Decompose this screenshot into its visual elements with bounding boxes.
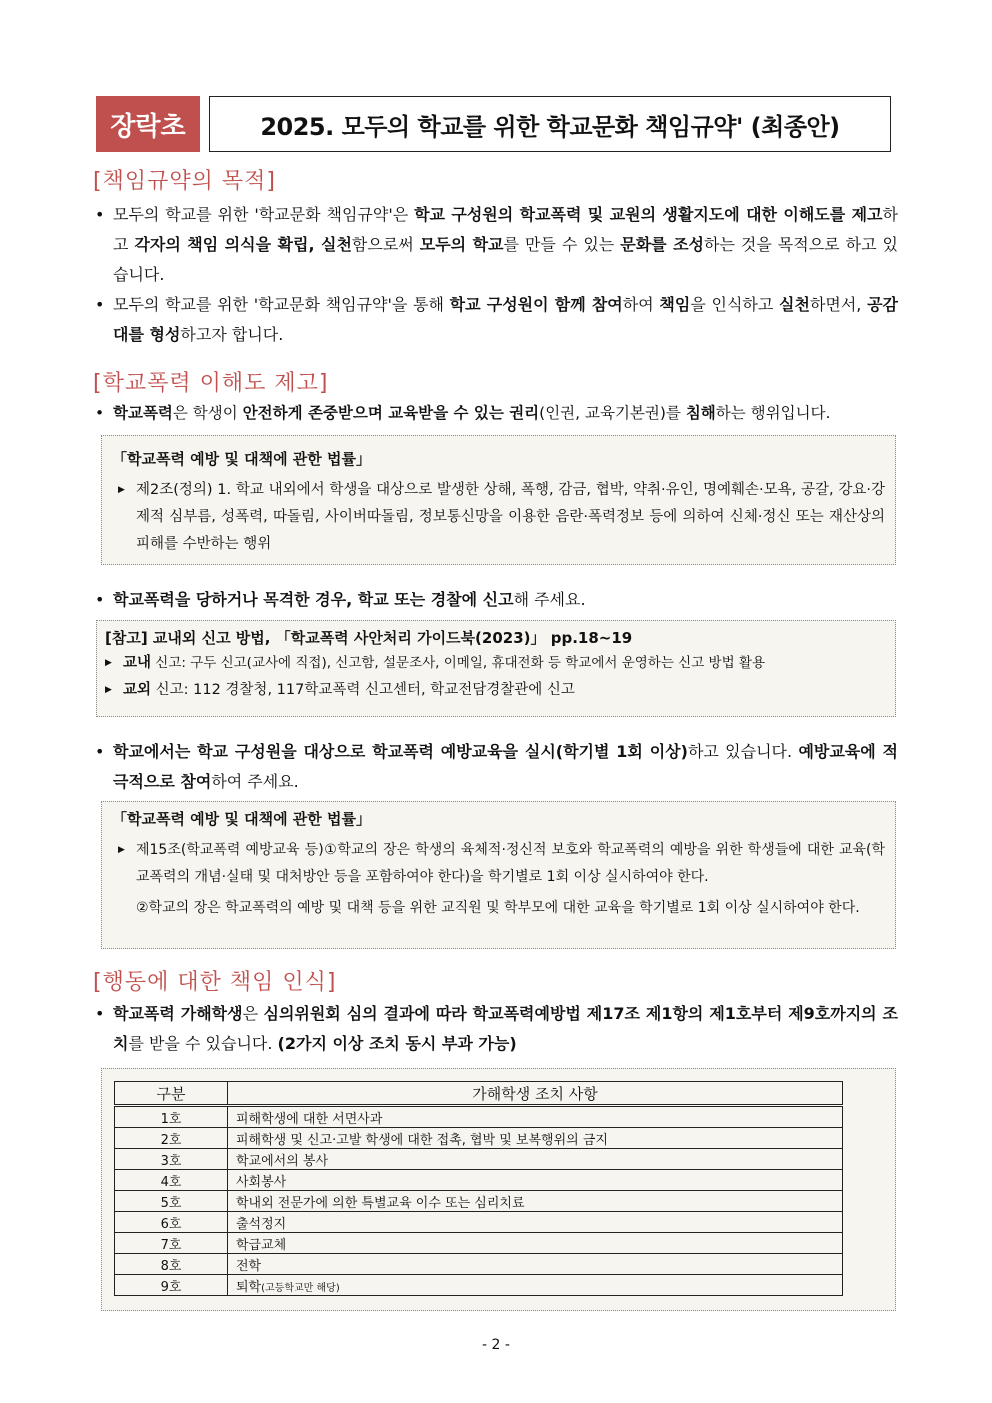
measures-box <box>101 1068 896 1311</box>
table-row: 3호 학교에서의 봉사 <box>115 1149 843 1170</box>
table-row: 2호 피해학생 및 신고·고발 학생에 대한 접촉, 협박 및 보복행위의 금지 <box>115 1128 843 1149</box>
law-article-2: ▶ 제2조(정의) 1. 학교 내외에서 학생을 대상으로 발생한 상해, 폭행, 감금, 협박, 약취·유인, 명예훼손·모욕, 공갈, 강요·강제적 심부름, 성폭력, 따돌림, 사이버따돌림, 정보통신망을 이용한 음란·폭력정보 등에 의하여 신체·정신 또는 재산상의 피해를 수반하는 행위 <box>118 482 885 552</box>
report-paragraph: • 학교폭력을 당하거나 목격한 경우, 학교 또는 경찰에 신고해 주세요. <box>95 590 586 609</box>
measures-paragraph: • 학교폭력 가해학생은 심의위원회 심의 결과에 따라 학교폭력예방법 제17조 제1항의 제1호부터 제9호까지의 조치를 받을 수 있습니다. (2가지 이상 조치 동시 부과 가능) <box>95 1004 898 1053</box>
law-title: 「학교폭력 예방 및 대책에 관한 법률」 <box>112 450 371 468</box>
law-box-education <box>101 801 896 949</box>
purpose-paragraph-1: • 모두의 학교를 위한 '학교문화 책임규약'은 학교 구성원의 학교폭력 및 교원의 생활지도에 대한 이해도를 제고하고 각자의 책임 의식을 확립, 실천함으로써 모두의 학교를 만들 수 있는 문화를 조성하는 것을 목적으로 하고 있습니다. <box>95 205 898 284</box>
section-purpose-heading: [책임규약의 목적] <box>93 169 276 194</box>
reference-box <box>96 620 896 717</box>
education-paragraph: • 학교에서는 학교 구성원을 대상으로 학교폭력 예방교육을 실시(학기별 1회 이상)하고 있습니다. 예방교육에 적극적으로 참여하여 주세요. <box>95 742 898 791</box>
table-header-measure: 가해학생 조치 사항 <box>228 1082 843 1106</box>
table-row: 7호 학급교체 <box>115 1233 843 1254</box>
table-row: 1호 피해학생에 대한 서면사과 <box>115 1106 843 1128</box>
row-9-note: (고등학교만 해당) <box>261 1282 340 1294</box>
table-row: 5호 학내외 전문가에 의한 특별교육 이수 또는 심리치료 <box>115 1191 843 1212</box>
measures-table <box>114 1081 843 1296</box>
table-header-category: 구분 <box>115 1082 228 1106</box>
table-row: 4호 사회봉사 <box>115 1170 843 1191</box>
section-responsibility-heading: [행동에 대한 책임 인식] <box>93 970 337 995</box>
report-outside-item: ▶ 교외 신고: 112 경찰청, 117학교폭력 신고센터, 학교전담경찰관에 신고 <box>105 682 575 698</box>
law-title-2: 「학교폭력 예방 및 대책에 관한 법률」 <box>112 810 371 828</box>
violence-definition: • 학교폭력은 학생이 안전하게 존중받으며 교육받을 수 있는 권리(인권, 교육기본권)를 침해하는 행위입니다. <box>95 404 831 422</box>
table-row: 8호 전학 <box>115 1254 843 1275</box>
page-title: 2025. 모두의 학교를 위한 학교문화 책임규약' (최종안) <box>209 96 891 152</box>
page-number: - 2 - <box>482 1337 510 1353</box>
school-tag: 장락초 <box>96 96 200 152</box>
law-article-15-1: ▶ 제15조(학교폭력 예방교육 등)①학교의 장은 학생의 육체적·정신적 보호와 학교폭력의 예방을 위한 학생들에 대한 교육(학교폭력의 개념·실태 및 대처방안 등을 포함하여야 한다)을 학기별로 1회 이상 실시하여야 한다. <box>118 842 885 885</box>
law-article-15-2: ②학교의 장은 학교폭력의 예방 및 대책 등을 위한 교직원 및 학부모에 대한 교육을 학기별로 1회 이상 실시하여야 한다. <box>136 900 860 916</box>
table-row: 6호 출석정지 <box>115 1212 843 1233</box>
table-row: 9호 퇴학(고등학교만 해당) <box>115 1275 843 1296</box>
section-violence-heading: [학교폭력 이해도 제고] <box>93 371 329 396</box>
reference-title: [참고] 교내외 신고 방법, 「학교폭력 사안처리 가이드북(2023)」 pp.18~19 <box>105 629 633 647</box>
report-inside-item: ▶ 교내 신고: 구두 신고(교사에 직접), 신고함, 설문조사, 이메일, 휴대전화 등 학교에서 운영하는 신고 방법 활용 <box>105 655 765 671</box>
law-box-definition <box>101 435 896 565</box>
purpose-paragraph-2: • 모두의 학교를 위한 '학교문화 책임규약'을 통해 학교 구성원이 함께 참여하여 책임을 인식하고 실천하면서, 공감대를 형성하고자 합니다. <box>95 295 899 344</box>
